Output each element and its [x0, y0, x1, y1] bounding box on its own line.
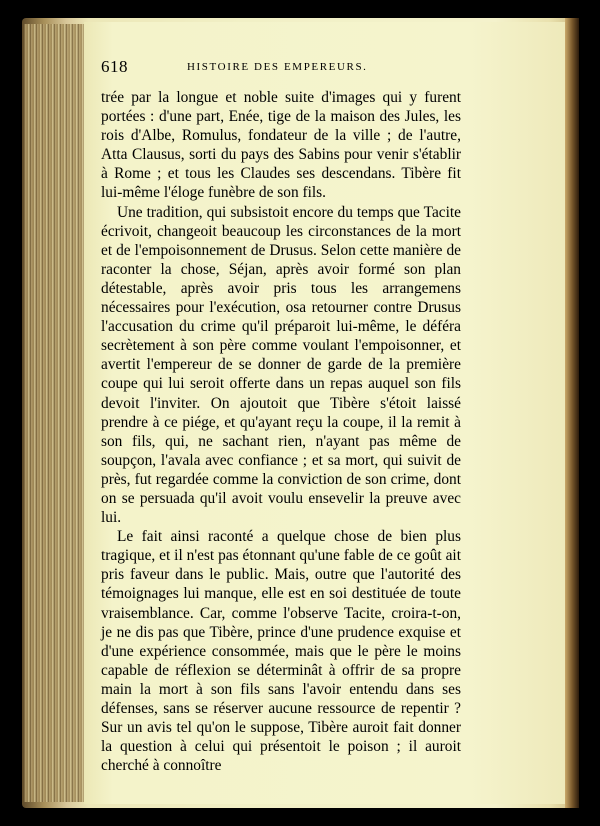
page-number: 618 — [101, 57, 128, 76]
running-head: HISTOIRE DES EMPEREURS. — [187, 61, 368, 73]
body-text — [101, 88, 461, 775]
paragraph-2: Une tradition, qui subsistoit encore du temps que Tacite écrivoit, changeoit beaucoup les circonstances de la mort et de l'empoisonnement de Drusus. Selon cette manière de raconter la chose, Séjan, après avoir formé son plan détestable, après avoir pris tous les arrangemens nécessaires pour l'exécution, osa retourner contre Drusus l'accusation du crime qu'il préparoit lui-même, le déféra secrètement à son père comme voulant l'empoisonner, et avertit l'empereur de se donner de garde de la première coupe qui lui seroit offerte dans un repas auquel son fils devoit l'inviter. On ajoutoit que Tibère s'étoit laissé prendre à ce piége, et qu'ayant reçu la coupe, il la remit à son fils, qui, ne sachant rien, n'ayant pas même de soupçon, l'avala avec confiance ; et sa mort, qui suivit de près, fut regardée comme la conviction de son crime, dont on se persuada qu'il avoit voulu ensevelir la preuve avec lui. — [101, 203, 461, 527]
page-header — [101, 57, 461, 79]
paragraph-3: Le fait ainsi raconté a quelque chose de bien plus tragique, et il n'est pas étonnant qu'une fable de ce goût ait pris faveur dans le public. Mais, outre que l'autorité des témoignages lui manque, elle est en soi destituée de toute vraisemblance. Car, comme l'observe Tacite, croira-t-on, je ne dis pas que Tibère, prince d'une prudence exquise et d'une expérience consommée, mais que le père le moins capable de réflexion se déterminât à offrir de sa propre main la mort à son fils sans l'avoir entendu dans ses défenses, sans se réserver aucune ressource de repentir ? Sur un avis tel qu'on le suppose, Tibère auroit fait donner la question à celui qui présentoit le poison ; il auroit cherché à connoître — [101, 528, 461, 775]
book-gutter — [565, 18, 579, 808]
page-edges — [24, 24, 84, 802]
paragraph-1: trée par la longue et noble suite d'images qui y furent portées : d'une part, Enée, tige de la maison des Jules, les rois d'Albe, Romulus, fondateur de la ville ; de l'autre, Atta Clausus, sorti du pays des Sabins pour venir s'établir à Rome ; et tous les Claudes ses descendans. Tibère fit lui-même l'éloge funèbre de son fils. — [101, 89, 461, 202]
